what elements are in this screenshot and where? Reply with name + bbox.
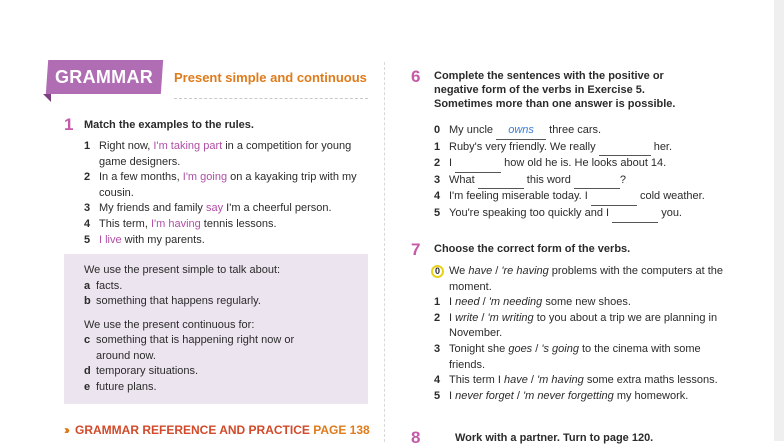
section-title: Present simple and continuous	[174, 70, 367, 85]
choice-item: 4 This term I have / 'm having some extra maths lessons.	[434, 373, 724, 389]
answer-blank[interactable]	[599, 140, 651, 157]
choice-item: 1 I need / 'm needing some new shoes.	[434, 295, 724, 311]
example-item	[84, 217, 369, 233]
chevrons-icon: ›››	[64, 423, 67, 437]
item-number: 5	[84, 233, 91, 246]
rule-letter: b	[84, 295, 91, 307]
exercise-6-number: 6	[411, 67, 421, 86]
answer-blank[interactable]	[612, 206, 658, 223]
answer-blank[interactable]	[574, 173, 620, 190]
highlighted-verb: say	[205, 202, 224, 215]
exercise-1-number: 1	[64, 115, 74, 134]
sentence-item: 2 I how old he is. He looks about 14.	[434, 156, 724, 173]
exercise-7-list	[434, 264, 724, 404]
item-text: This term, I'm having tennis lessons.	[99, 217, 277, 230]
rules-simple-intro: We use the present simple to talk about:	[84, 264, 281, 276]
answer-blank[interactable]	[478, 173, 524, 190]
grammar-reference-link[interactable]	[64, 423, 370, 437]
example-item	[84, 139, 369, 170]
exercise-1-list	[84, 139, 369, 248]
rule-item	[84, 294, 364, 310]
item-number: 4	[84, 217, 91, 230]
item-number: 2	[434, 157, 441, 170]
exercise-1-instruction: Match the examples to the rules.	[84, 119, 254, 131]
option-1[interactable]: have	[504, 374, 528, 387]
example-item	[84, 233, 369, 249]
exercise-8-number: 8	[411, 428, 421, 447]
rule-item	[84, 333, 364, 364]
rule-letter: e	[84, 380, 91, 393]
option-1[interactable]: need	[455, 296, 480, 309]
highlighted-verb: I'm taking part	[153, 140, 223, 152]
reference-text: GRAMMAR REFERENCE AND PRACTICE	[75, 423, 310, 437]
sentence-item: 1 Ruby's very friendly. We really her.	[434, 140, 724, 157]
item-number: 2	[84, 171, 91, 184]
highlighted-verb: I live	[99, 233, 122, 246]
rule-item	[84, 279, 364, 295]
highlighted-verb: I'm going	[182, 171, 228, 184]
item-number: 1	[84, 140, 91, 152]
item-number-circled	[434, 264, 449, 295]
exercise-8-instruction: Work with a partner. Turn to page 120.	[455, 432, 654, 444]
option-1[interactable]: have	[468, 265, 493, 277]
rule-letter: a	[84, 279, 91, 292]
item-text: I live with my parents.	[99, 233, 205, 246]
rules-continuous-intro: We use the present continuous for:	[84, 318, 255, 331]
title-divider	[174, 98, 368, 99]
item-number: 3	[434, 342, 441, 355]
item-number: 0	[434, 124, 441, 136]
grammar-tab	[46, 60, 163, 94]
rule-letter: d	[84, 365, 91, 377]
option-1[interactable]: write	[455, 311, 479, 324]
item-number: 4	[434, 374, 441, 387]
answer-blank[interactable]	[455, 156, 501, 173]
highlighted-verb: I'm having	[150, 217, 201, 230]
item-text: Right now, I'm taking part in a competition for young game designers.	[99, 140, 352, 168]
rule-text: something that happens regularly.	[96, 295, 261, 307]
example-answer: owns	[496, 123, 546, 140]
option-1[interactable]: goes	[508, 342, 533, 355]
item-number: 3	[84, 202, 91, 215]
item-number: 3	[434, 173, 441, 186]
rule-text: future plans.	[96, 380, 157, 393]
sentence-item: 3 What this word ?	[434, 173, 724, 190]
choice-item: 0 We have / 're having problems with the computers at the moment.	[434, 264, 724, 295]
item-text: In a few months, I'm going on a kayaking trip with my cousin.	[99, 171, 357, 199]
rule-text: temporary situations.	[96, 365, 199, 377]
choice-item: 5 I never forget / 'm never forgetting my homework.	[434, 389, 724, 405]
rule-item	[84, 380, 364, 396]
answer-blank[interactable]	[591, 189, 637, 206]
rule-letter: c	[84, 334, 91, 346]
item-number: 5	[434, 389, 441, 402]
rule-item	[84, 364, 364, 380]
example-item	[84, 201, 369, 217]
example-item	[84, 170, 369, 201]
sentence-item: 0 My uncle owns three cars.	[434, 123, 724, 140]
option-2[interactable]: 're having	[501, 265, 549, 277]
exercise-6-instruction: Complete the sentences with the positive or negative form of the verbs in Exercise 5. Sometimes more than one answer is possible.	[434, 70, 676, 110]
option-2[interactable]: 's going	[541, 342, 579, 355]
sentence-item: 4 I'm feeling miserable today. I cold weather.	[434, 189, 724, 206]
option-2[interactable]: 'm needing	[488, 296, 543, 309]
rule-text: facts.	[96, 279, 123, 292]
item-text: My friends and family say I'm a cheerful person.	[99, 202, 332, 215]
item-number: 4	[434, 190, 441, 203]
item-number: 5	[434, 206, 441, 219]
item-number: 2	[434, 311, 441, 324]
item-number: 1	[434, 296, 441, 309]
option-2[interactable]: 'm having	[537, 374, 584, 387]
reference-page: PAGE 138	[313, 423, 370, 437]
option-2[interactable]: 'm never forgetting	[523, 389, 614, 402]
rules-list	[84, 263, 364, 395]
grammar-tab-label: GRAMMAR	[55, 66, 154, 87]
sentence-item: 5 You're speaking too quickly and I you.	[434, 206, 724, 223]
exercise-7-instruction: Choose the correct form of the verbs.	[434, 243, 631, 255]
exercise-6-list	[434, 123, 724, 223]
choice-item: 3 Tonight she goes / 's going to the cinema with some friends.	[434, 342, 724, 373]
column-divider	[384, 62, 385, 442]
exercise-7-number: 7	[411, 240, 421, 259]
item-number: 1	[434, 140, 441, 153]
option-2[interactable]: 'm writing	[487, 311, 534, 324]
circled-number: 0	[431, 265, 444, 278]
option-1[interactable]: never forget	[455, 389, 514, 402]
grammar-tab-fold	[43, 94, 51, 102]
rule-text: something that is happening right now or around now.	[96, 334, 295, 362]
page-edge	[774, 0, 784, 441]
choice-item: 2 I write / 'm writing to you about a trip we are planning in November.	[434, 311, 724, 342]
